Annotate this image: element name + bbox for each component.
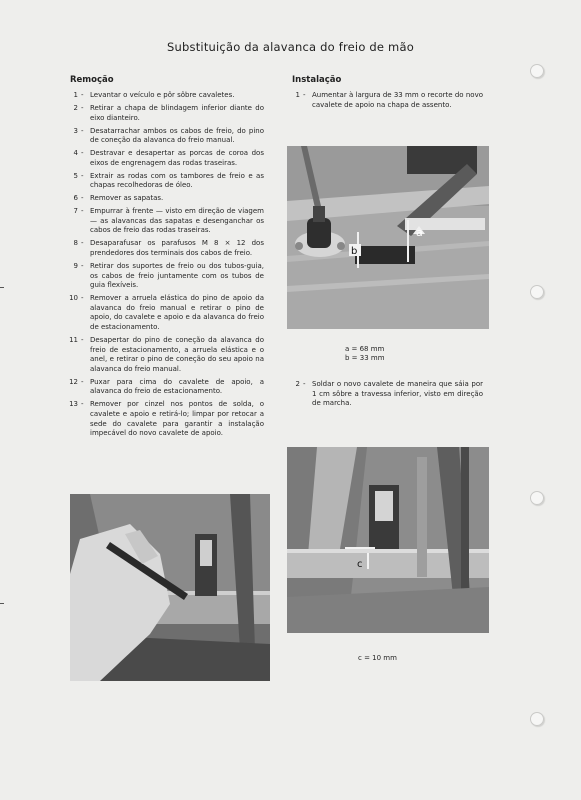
- step-number: 9: [73, 262, 78, 271]
- step-text: Levantar o veículo e pôr sôbre cavaletes.: [90, 91, 235, 99]
- step-item: [280, 380, 483, 409]
- step-item: [58, 336, 264, 374]
- step-number: 1: [295, 91, 300, 99]
- step-text: Remover a arruela elástica do pino de apoio da alavanca do freio manual e retirar o pino de apoio, do cavalete e apoio e da alavanca do freio de estacionamento.: [90, 294, 264, 331]
- step-text: Desaparafusar os parafusos M 8 × 12 dos prendedores dos terminais dos cabos de freio.: [90, 239, 264, 258]
- edge-mark: [0, 603, 4, 604]
- step-text: Puxar para cima do cavalete de apoio, a alavanca do freio de estacionamento.: [90, 377, 264, 396]
- step-text: Destravar e desapertar as porcas de coroa dos eixos de engrenagem das rodas traseiras.: [90, 149, 264, 167]
- step-item: [58, 207, 264, 236]
- step-item: [58, 149, 264, 168]
- step-item: [58, 239, 264, 258]
- installation-steps-continued: [280, 380, 483, 412]
- step-number: 12: [69, 377, 78, 386]
- step-dash: -: [81, 126, 84, 135]
- step-number: 8: [73, 239, 78, 248]
- measurement-b: b = 33 mm: [345, 354, 385, 362]
- step-item: [58, 262, 264, 291]
- step-text: Aumentar à largura de 33 mm o recorte do novo cavalete de apoio na chapa de assento.: [312, 91, 483, 109]
- step-text: Remover por cinzel nos pontos de solda, o cavalete e apoio e retirá-lo; limpar por retocar a sede do cavalete para garantir a instalação impecável do novo cavalete de apoio.: [90, 400, 264, 438]
- step-text: Retirar dos suportes de freio ou dos tubos-guia, os cabos de freio juntamente com os tubos de guia flexíveis.: [90, 262, 264, 290]
- step-item: [58, 104, 264, 123]
- step-item: [58, 194, 264, 204]
- step-number: 6: [73, 194, 78, 203]
- photo-label-b: b: [351, 246, 358, 257]
- step-dash: -: [81, 91, 84, 99]
- photo-bracket-cutout: [287, 146, 489, 329]
- step-dash: -: [81, 377, 84, 386]
- binder-hole: [530, 285, 544, 299]
- step-text: Empurrar à frente — visto em direção de viagem — as alavancas das sapatas e desenganchar os cabos de freio das rodas traseiras.: [90, 207, 264, 235]
- photo-label-c: c: [357, 559, 363, 570]
- step-dash: -: [81, 262, 84, 271]
- step-item: [58, 127, 264, 146]
- step-number: 7: [73, 207, 78, 216]
- installation-steps: [280, 91, 483, 114]
- photo-chisel-removal: [70, 494, 270, 681]
- photo-bracket-welded: [287, 447, 489, 633]
- step-item: [58, 400, 264, 438]
- step-dash: -: [81, 239, 84, 248]
- step-dash: -: [303, 91, 306, 99]
- step-item: [58, 294, 264, 332]
- step-text: Extrair as rodas com os tambores de freio e as chapas recolhedoras de óleo.: [90, 171, 264, 190]
- step-dash: -: [81, 294, 84, 303]
- step-dash: -: [81, 194, 84, 203]
- step-text: Retirar a chapa de blindagem inferior diante do eixo dianteiro.: [90, 103, 264, 122]
- edge-mark: [0, 287, 4, 288]
- binder-hole: [530, 64, 544, 78]
- step-text: Desatarrachar ambos os cabos de freio, do pino de coneção da alavanca do freio manual.: [90, 126, 264, 145]
- photo-label-a: a: [416, 226, 423, 239]
- step-dash: -: [81, 207, 84, 216]
- step-dash: -: [81, 335, 84, 344]
- page-title: Substituição da alavanca do freio de mão: [167, 40, 414, 54]
- installation-heading: Instalação: [292, 75, 342, 85]
- step-item: [58, 91, 264, 101]
- measurement-a: a = 68 mm: [345, 345, 385, 353]
- step-dash: -: [81, 103, 84, 112]
- step-dash: -: [81, 149, 84, 158]
- step-item: [280, 91, 483, 110]
- step-text: Desapertar do pino de coneção da alavanca do freio de estacionamento, a arruela elástica e o anel, e retirar o pino de coneção do seu apoio na alavanca do freio manual.: [90, 335, 264, 373]
- step-number: 2: [295, 380, 300, 388]
- step-number: 4: [73, 149, 78, 158]
- measurement-c: c = 10 mm: [358, 654, 397, 662]
- step-text: Remover as sapatas.: [90, 194, 164, 203]
- binder-hole: [530, 491, 544, 505]
- step-dash: -: [303, 380, 306, 388]
- removal-heading: Remoção: [70, 75, 114, 85]
- step-number: 10: [69, 294, 78, 303]
- step-dash: -: [81, 400, 84, 409]
- removal-steps: [58, 91, 264, 442]
- step-item: [58, 378, 264, 397]
- step-number: 3: [73, 126, 78, 135]
- step-number: 11: [69, 335, 78, 344]
- step-dash: -: [81, 171, 84, 180]
- step-item: [58, 172, 264, 191]
- step-number: 5: [73, 171, 78, 180]
- step-text: Soldar o novo cavalete de maneira que sáia por 1 cm sôbre a travessa inferior, visto em direção de marcha.: [312, 380, 483, 408]
- step-number: 1: [73, 91, 78, 99]
- binder-hole: [530, 712, 544, 726]
- step-number: 13: [69, 400, 78, 409]
- step-number: 2: [73, 103, 78, 112]
